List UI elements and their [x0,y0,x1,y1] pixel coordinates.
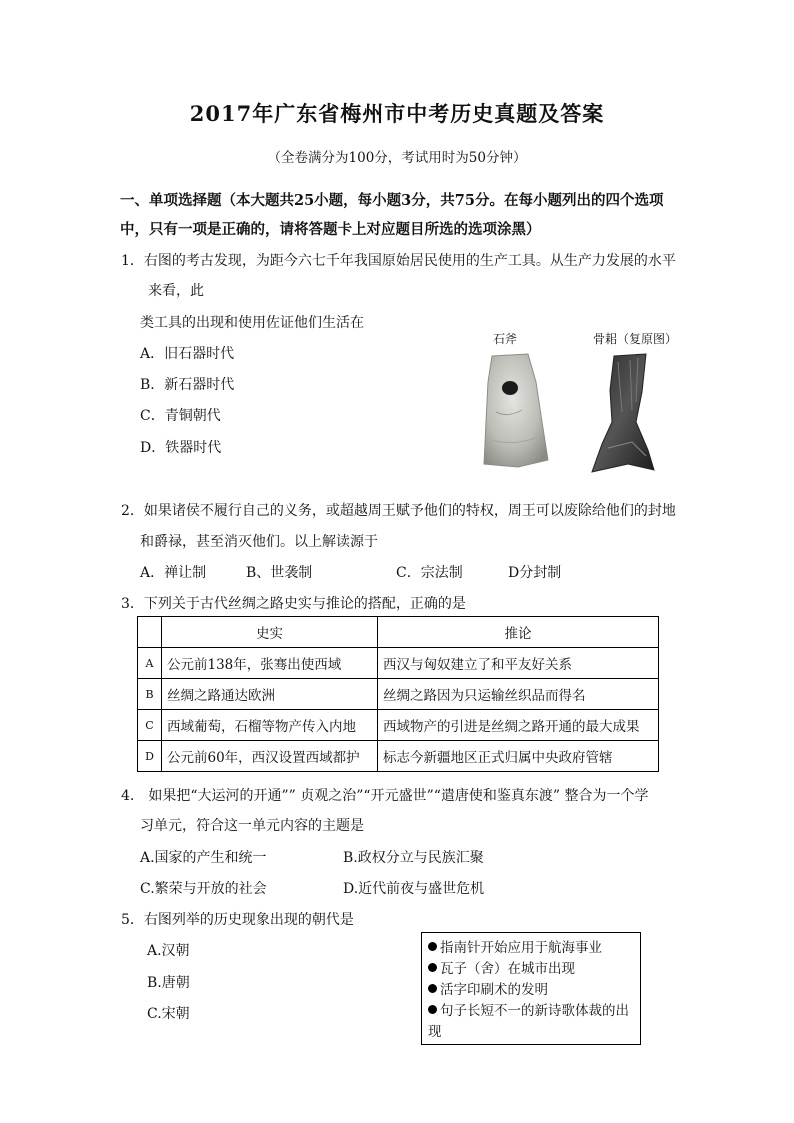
q2-option-d: D分封制 [508,565,562,581]
row-fact: 公元前138年，张骞出使西域 [162,648,378,679]
q5-stem: 5．右图列举的历史现象出现的朝代是 [121,912,354,928]
q2-line2: 和爵禄，甚至消灭他们。以上解读源于 [140,534,378,550]
list-item: 瓦子（舍）在城市出现 [428,959,634,980]
q1-line2: 来看，此 [148,283,204,299]
row-fact: 西域葡萄，石榴等物产传入内地 [162,710,378,741]
exam-subtitle: （全卷满分为100分，考试用时为50分钟） [267,150,527,166]
list-item: 指南针开始应用于航海事业 [428,938,634,959]
q4-option-b: B.政权分立与民族汇聚 [343,850,484,866]
q5-option-a: A.汉朝 [147,943,190,959]
row-inference: 标志今新疆地区正式归属中央政府管辖 [378,741,659,772]
row-inference: 丝绸之路因为只运输丝织品而得名 [378,679,659,710]
section-heading: 一、单项选择题（本大题共25小题，每小题3分，共75分。在每小题列出的四个选项中，只有一项是正确的，请将答题卡上对应题目所选的选项涂黑） [120,192,664,238]
list-item: 句子长短不一的新诗歌体裁的出现 [428,1003,629,1040]
bullet-icon [428,942,437,951]
bullet-icon [428,1005,437,1014]
row-fact: 公元前60年，西汉设置西域都护 [162,741,378,772]
table-header-inference: 推论 [378,617,659,648]
bullet-icon [428,963,437,972]
q4-line1: 4. 如果把“大运河的开通”” 贞观之治”“开元盛世”“遣唐使和鉴真东渡” 整合为一个学 [121,788,649,804]
q4-line2: 习单元，符合这一单元内容的主题是 [140,818,364,834]
table-row [138,648,659,679]
q2-line1: 2．如果诸侯不履行自己的义务，或超越周王赋予他们的特权，周王可以废除给他们的封地 [121,503,676,519]
q1-option-b: B．新石器时代 [140,377,235,393]
list-item: 活字印刷术的发明 [428,980,634,1001]
figure-label-bone-spade: 骨耜（复原图） [593,332,678,346]
table-row [138,679,659,710]
row-label: C [138,710,162,741]
page-title: 2017年广东省梅州市中考历史真题及答案 [189,101,605,126]
q2-option-a: A．禅让制 [140,565,207,581]
q4-option-c: C.繁荣与开放的社会 [140,881,267,897]
q5-info-box [421,932,641,1045]
bone-spade-image [588,352,660,474]
row-label: B [138,679,162,710]
q2-option-b: B、世袭制 [246,565,313,581]
q4-option-a: A.国家的产生和统一 [140,850,267,866]
row-fact: 丝绸之路通达欧洲 [162,679,378,710]
q5-option-b: B.唐朝 [147,975,190,991]
q1-option-a: A．旧石器时代 [140,346,235,362]
q1-option-c: C．青铜朝代 [140,408,221,424]
table-row [138,710,659,741]
q4-option-d: D.近代前夜与盛世危机 [343,881,485,897]
row-label: D [138,741,162,772]
row-inference: 西汉与匈奴建立了和平友好关系 [378,648,659,679]
row-label: A [138,648,162,679]
q1-line3: 类工具的出现和使用佐证他们生活在 [140,315,364,331]
table-row [138,741,659,772]
bullet-icon [428,984,437,993]
q5-option-c: C.宋朝 [147,1006,190,1022]
figure-label-stone-axe: 石斧 [493,332,518,346]
q3-table [137,616,659,772]
q1-line1: 1．右图的考古发现，为距今六七千年我国原始居民使用的生产工具。从生产力发展的水平 [121,253,676,269]
row-inference: 西域物产的引进是丝绸之路开通的最大成果 [378,710,659,741]
table-header-empty [138,617,162,648]
table-header-fact: 史实 [162,617,378,648]
stone-axe-image [478,352,550,472]
q1-option-d: D．铁器时代 [140,440,222,456]
table-header-row [138,617,659,648]
q2-option-c: C．宗法制 [396,565,463,581]
q3-stem: 3．下列关于古代丝绸之路史实与推论的搭配，正确的是 [121,596,466,612]
